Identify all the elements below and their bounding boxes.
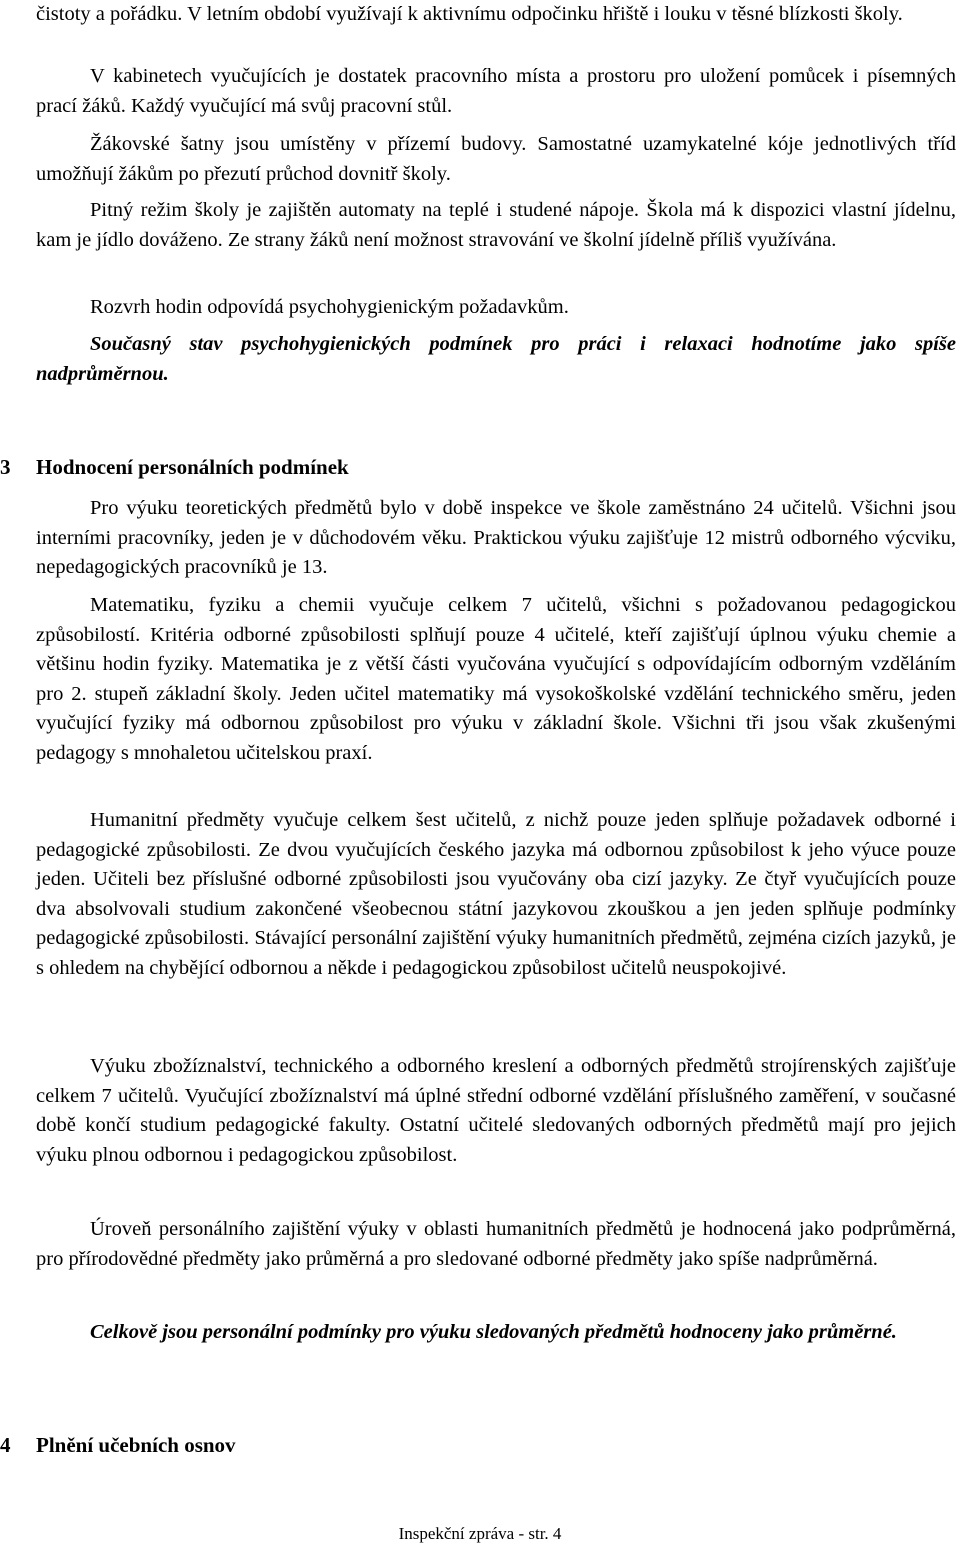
paragraph-teacher-offices: V kabinetech vyučujících je dostatek pracovního místa a prostoru pro uložení pomůcek i písemných prací žáků. Každý vyučující má svůj pracovní stůl.	[36, 65, 956, 117]
paragraph-student-lockers: Žákovské šatny jsou umístěny v přízemí budovy. Samostatné uzamykatelné kóje jednotlivých tříd umožňují žákům po přezutí průchod dovnitř školy.	[36, 133, 956, 185]
paragraph-technical-teachers: Výuku zbožíznalství, technického a odborného kreslení a odborných předmětů strojírenských zajišťuje celkem 7 učitelů. Vyučující zbožíznalství má úplné střední odborné vzdělání příslušného zaměření, v současné době končí studium pedagogické fakulty. Ostatní učitelé sledovaných odborných předmětů mají pro jejich výuku plnou odbornou i pedagogickou způsobilost.	[36, 1055, 956, 1166]
section-4-heading	[0, 1430, 236, 1460]
summary-personnel-conditions: Celkově jsou personální podmínky pro výuku sledovaných předmětů hodnoceny jako průměrné.	[90, 1321, 897, 1343]
paragraph-drinking-and-canteen: Pitný režim školy je zajištěn automaty na teplé i studené nápoje. Škola má k dispozici vlastní jídelnu, kam je jídlo dováženo. Ze strany žáků není možnost stravování ve školní jídelně příliš využívána.	[36, 199, 956, 251]
page-footer: Inspekční zpráva - str. 4	[398, 1524, 562, 1543]
paragraph-science-teachers: Matematiku, fyziku a chemii vyučuje celkem 7 učitelů, všichni s požadovanou pedagogickou způsobilostí. Kritéria odborné způsobilosti splňují pouze 4 učitelé, kteří zajišťují úplnou výuku chemie a většinu hodin fyziky. Matematika je z větší části vyučována vyučující s odpovídajícím odborným vzděláním pro 2. stupeň základní školy. Jeden učitel matematiky má vysokoškolské vzdělání technického směru, jeden vyučující fyziky má odbornou způsobilost pro výuku v základní škole. Všichni tři jsou však zkušenými pedagogy s mnohaletou učitelskou praxí.	[36, 594, 956, 764]
section-3-heading	[0, 452, 349, 482]
paragraph-staff-overview: Pro výuku teoretických předmětů bylo v době inspekce ve škole zaměstnáno 24 učitelů. Všichni jsou interními pracovníky, jeden je v důchodovém věku. Praktickou výuku zajišťuje 12 mistrů odborného výcviku, nepedagogických pracovníků je 13.	[36, 497, 956, 578]
section-3-title: Hodnocení personálních podmínek	[36, 455, 349, 479]
section-3-number: 3	[0, 455, 11, 479]
paragraph-timetable: Rozvrh hodin odpovídá psychohygienickým požadavkům.	[90, 296, 569, 318]
paragraph-humanities-teachers: Humanitní předměty vyučuje celkem šest učitelů, z nichž pouze jeden splňuje požadavek odborné i pedagogické způsobilosti. Ze dvou vyučujících českého jazyka má odbornou způsobilost k jeho výuce pouze jeden. Učiteli bez příslušné odborné způsobilosti jsou vyučovány oba cizí jazyky. Ze čtyř vyučujících pouze dva absolvovali studium zakončené všeobecnou státní jazykovou zkouškou a jen jeden splňuje podmínky pedagogické způsobilosti. Stávající personální zajištění výuky humanitních předmětů, zejména cizích jazyků, je s ohledem na chybějící odbornou a někde i pedagogickou způsobilost učitelů neuspokojivé.	[36, 809, 956, 979]
section-4-number: 4	[0, 1433, 11, 1457]
section-4-title: Plnění učebních osnov	[36, 1433, 236, 1457]
paragraph-school-surroundings: čistoty a pořádku. V letním období využívají k aktivnímu odpočinku hřiště i louku v těsné blízkosti školy.	[36, 3, 903, 25]
summary-psychohygiene: Současný stav psychohygienických podmínek pro práci i relaxaci hodnotíme jako spíše nadprůměrnou.	[36, 333, 956, 385]
paragraph-staffing-evaluation: Úroveň personálního zajištění výuky v oblasti humanitních předmětů je hodnocená jako podprůměrná, pro přírodovědné předměty jako průměrná a pro sledované odborné předměty jako spíše nadprůměrná.	[36, 1218, 956, 1270]
